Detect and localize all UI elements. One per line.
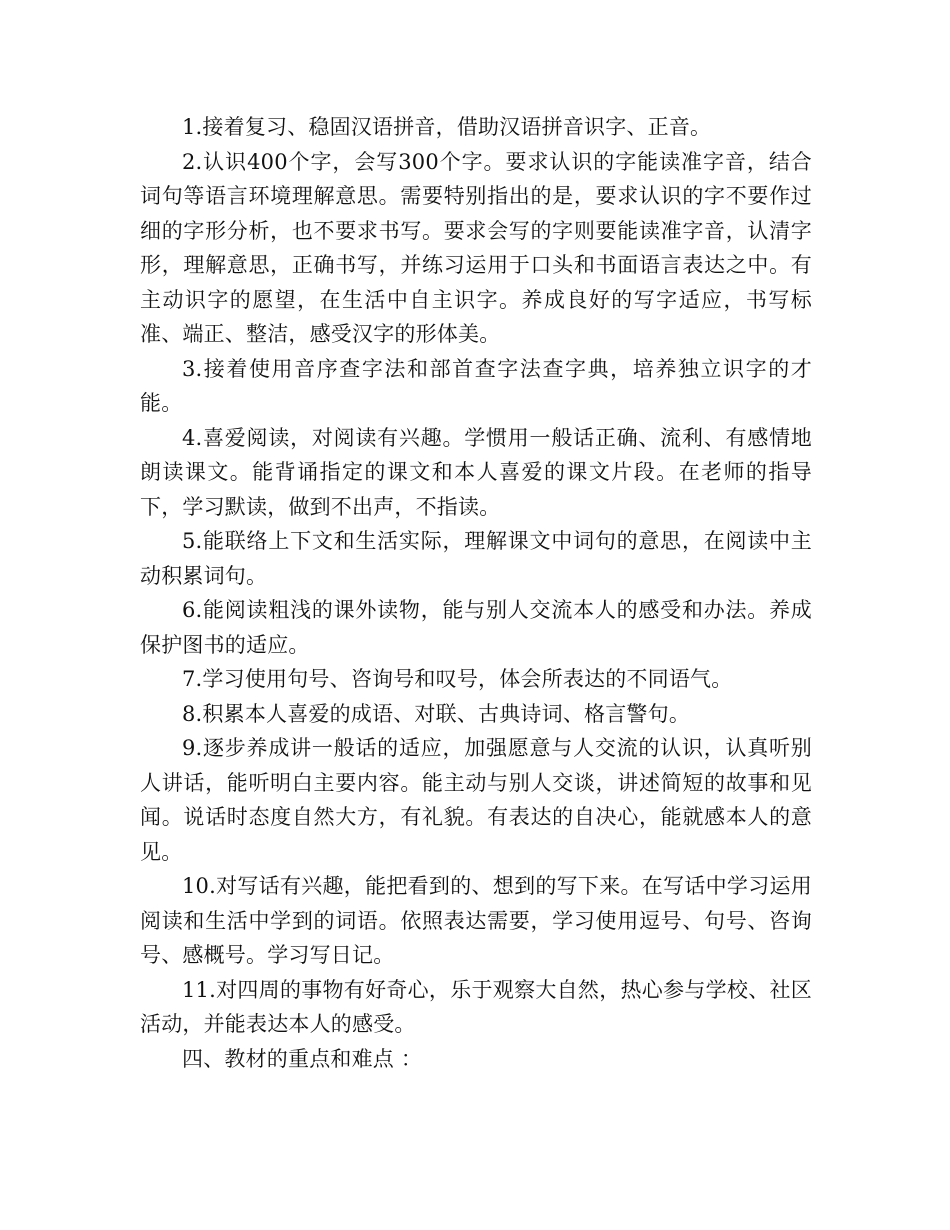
- paragraph-10: 10.对写话有兴趣，能把看到的、想到的写下来。在写话中学习运用阅读和生活中学到的词语。依照表达需要，学习使用逗号、句号、咨询号、感概号。学习写日记。: [140, 874, 812, 967]
- paragraph-5: 5.能联络上下文和生活实际，理解课文中词句的意思，在阅读中主动积累词句。: [140, 529, 812, 588]
- paragraph-2: 2.认识400个字，会写300个字。要求认识的字能读准字音，结合词句等语言环境理解意思。需要特别指出的是，要求认识的字不要作过细的字形分析，也不要求书写。要求会写的字则要能读准字音，认清字形，理解意思，正确书写，并练习运用于口头和书面语言表达之中。有主动识字的愿望，在生活中自主识字。养成良好的写字适应，书写标准、端正、整洁，感受汉字的形体美。: [140, 149, 812, 346]
- paragraph-1: 1.接着复习、稳固汉语拼音，借助汉语拼音识字、正音。: [182, 115, 712, 139]
- paragraph-7: 7.学习使用句号、咨询号和叹号，体会所表达的不同语气。: [182, 667, 733, 691]
- document-body: [140, 110, 812, 1076]
- paragraph-11: 11.对四周的事物有好奇心，乐于观察大自然，热心参与学校、社区活动，并能表达本人的感受。: [140, 977, 812, 1036]
- paragraph-3: 3.接着使用音序查字法和部首查字法查字典，培养独立识字的才能。: [140, 356, 812, 415]
- paragraph-4: 4.喜爱阅读，对阅读有兴趣。学惯用一般话正确、流利、有感情地朗读课文。能背诵指定的课文和本人喜爱的课文片段。在老师的指导下，学习默读，做到不出声，不指读。: [140, 425, 812, 519]
- section-heading-4: 四、教材的重点和难点 ：: [182, 1046, 423, 1071]
- paragraph-6: 6.能阅读粗浅的课外读物，能与别人交流本人的感受和办法。养成保护图书的适应。: [140, 598, 812, 657]
- paragraph-8: 8.积累本人喜爱的成语、对联、古典诗词、格言警句。: [182, 701, 691, 726]
- paragraph-9: 9.逐步养成讲一般话的适应，加强愿意与人交流的认识，认真听别人讲话，能听明白主要内容。能主动与别人交谈，讲述简短的故事和见闻。说话时态度自然大方，有礼貌。有表达的自决心，能就感本人的意见。: [140, 736, 812, 864]
